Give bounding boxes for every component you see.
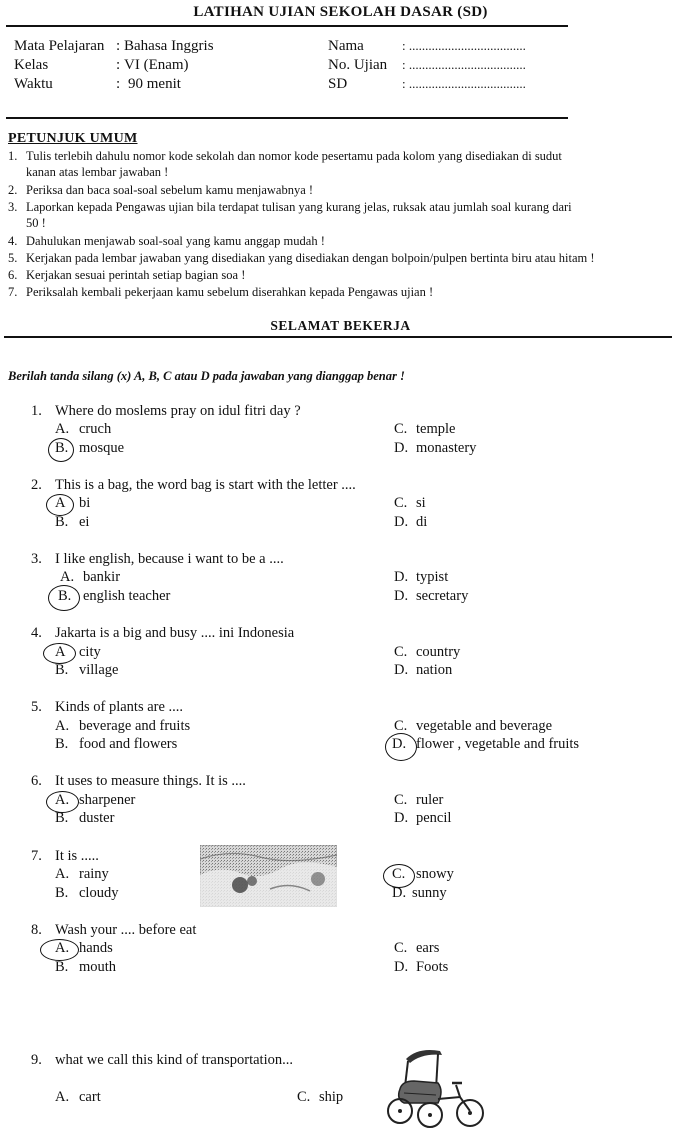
rule-4-text: Dahulukan menjawab soal-soal yang kamu anggap mudah !	[26, 234, 325, 248]
time-value: 90 menit	[128, 76, 181, 92]
q6-option-b-letter[interactable]: B.	[55, 810, 69, 826]
q4-option-d-letter[interactable]: D.	[394, 662, 409, 678]
q5-number: 5.	[31, 699, 42, 715]
rule-7-number: 7.	[8, 285, 18, 299]
rule-3-continuation: 50 !	[26, 216, 46, 230]
q4-answer-circle	[43, 643, 76, 664]
rule-2-number: 2.	[8, 183, 18, 197]
q7-option-b-text: cloudy	[79, 885, 119, 901]
q2-option-c-text: si	[416, 495, 426, 511]
q5-option-d-text: flower , vegetable and fruits	[416, 736, 580, 752]
q5-option-b-letter[interactable]: B.	[55, 736, 69, 752]
q1-option-d-letter[interactable]: D.	[394, 440, 409, 456]
q5-option-c-letter[interactable]: C.	[394, 718, 408, 734]
q8-option-d-text: Foots	[416, 959, 449, 975]
header-bottom-rule	[6, 117, 568, 119]
q7-option-d-text: sunny	[412, 885, 447, 901]
q4-option-d-text: nation	[416, 662, 453, 678]
q4-option-b-letter[interactable]: B.	[55, 662, 69, 678]
q4-option-a-letter[interactable]: A	[55, 644, 66, 660]
q9-option-c-letter[interactable]: C.	[297, 1089, 311, 1105]
q6-option-b-text: duster	[79, 810, 115, 826]
q3-option-d2-text: secretary	[416, 588, 469, 604]
q6-option-c-letter[interactable]: C.	[394, 792, 408, 808]
q3-option-d2-letter[interactable]: D.	[394, 588, 409, 604]
header-top-rule	[6, 25, 568, 27]
q7-option-c-letter[interactable]: C.	[392, 866, 406, 882]
q6-text: It uses to measure things. It is ....	[55, 773, 246, 789]
q1-option-c-letter[interactable]: C.	[394, 421, 408, 437]
q8-option-d-letter[interactable]: D.	[394, 959, 409, 975]
q9-option-c-text: ship	[319, 1089, 344, 1105]
q6-option-a-text: sharpener	[79, 792, 136, 808]
q6-option-d-letter[interactable]: D.	[394, 810, 409, 826]
q7-answer-circle	[383, 864, 415, 888]
q4-number: 4.	[31, 625, 42, 641]
q1-text: Where do moslems pray on idul fitri day ?	[55, 403, 301, 419]
instructions-bottom-rule	[4, 336, 672, 338]
q8-number: 8.	[31, 922, 42, 938]
q7-option-c-text: snowy	[416, 866, 454, 882]
q3-option-a-letter[interactable]: A.	[60, 569, 75, 585]
rule-7-text: Periksalah kembali pekerjaan kamu sebelum diserahkan kepada Pengawas ujian !	[26, 285, 434, 299]
answer-instruction: Berilah tanda silang (x) A, B, C atau D pada jawaban yang dianggap benar !	[8, 369, 405, 383]
q5-option-d-letter[interactable]: D.	[392, 736, 407, 752]
q1-number: 1.	[31, 403, 42, 419]
rule-6-text: Kerjakan sesuai perintah setiap bagian soa !	[26, 268, 246, 282]
q8-option-b-letter[interactable]: B.	[55, 959, 69, 975]
q8-text: Wash your .... before eat	[55, 922, 197, 938]
rule-2-text: Periksa dan baca soal-soal sebelum kamu menjawabnya !	[26, 183, 314, 197]
exam-number-blank: : ....................................	[402, 57, 526, 72]
q2-number: 2.	[31, 477, 42, 493]
q7-option-b-letter[interactable]: B.	[55, 885, 69, 901]
q4-option-a-text: city	[79, 644, 101, 660]
q7-option-a-letter[interactable]: A.	[55, 866, 70, 882]
q1-option-c-text: temple	[416, 421, 456, 437]
q3-option-b-text: english teacher	[83, 588, 171, 604]
rule-1-number: 1.	[8, 149, 18, 163]
q1-option-d-text: monastery	[416, 440, 477, 456]
q7-number: 7.	[31, 848, 42, 864]
q2-option-d-letter[interactable]: D.	[394, 514, 409, 530]
q7-option-d-letter[interactable]: D.	[392, 885, 407, 901]
q3-answer-circle	[48, 585, 80, 611]
rule-1-text: Tulis terlebih dahulu nomor kode sekolah dan nomor kode pesertamu pada kolom yang disediakan di sudut	[26, 149, 562, 163]
pedicab-image	[378, 1045, 486, 1129]
name-blank: : ....................................	[402, 38, 526, 53]
q1-answer-circle	[48, 438, 74, 462]
subject-value: Bahasa Inggris	[124, 38, 214, 54]
q5-answer-circle	[385, 733, 417, 761]
time-label: Waktu	[14, 76, 53, 92]
q6-option-c-text: ruler	[416, 792, 444, 808]
snowy-weather-image	[200, 845, 337, 907]
q2-text: This is a bag, the word bag is start with the letter ....	[55, 477, 356, 493]
q4-option-b-text: village	[79, 662, 119, 678]
q9-option-a-letter[interactable]: A.	[55, 1089, 70, 1105]
q3-text: I like english, because i want to be a ....	[55, 551, 284, 567]
q1-option-a-letter[interactable]: A.	[55, 421, 70, 437]
rule-3-text: Laporkan kepada Pengawas ujian bila terdapat tulisan yang kurang jelas, ruksak atau jumlah soal kurang dari	[26, 200, 572, 214]
q8-option-a-text: hands	[79, 940, 113, 956]
page-title: LATIHAN UJIAN SEKOLAH DASAR (SD)	[193, 4, 488, 20]
rule-6-number: 6.	[8, 268, 18, 282]
school-label: SD	[328, 76, 348, 92]
time-sep: :	[116, 76, 121, 92]
class-value: VI (Enam)	[124, 57, 189, 73]
q2-option-b-letter[interactable]: B.	[55, 514, 69, 530]
exam-number-label: No. Ujian	[328, 57, 388, 73]
q4-option-c-text: country	[416, 644, 461, 660]
q9-number: 9.	[31, 1052, 42, 1068]
q2-option-c-letter[interactable]: C.	[394, 495, 408, 511]
q4-option-c-letter[interactable]: C.	[394, 644, 408, 660]
q7-option-a-text: rainy	[79, 866, 109, 882]
q8-option-a-letter[interactable]: A.	[55, 940, 70, 956]
q9-text: what we call this kind of transportation...	[55, 1052, 293, 1068]
q4-text: Jakarta is a big and busy .... ini Indonesia	[55, 625, 295, 641]
q3-option-a-text: bankir	[83, 569, 121, 585]
q1-option-b-letter[interactable]: B.	[55, 440, 69, 456]
q5-option-c-text: vegetable and beverage	[416, 718, 553, 734]
q6-answer-circle	[46, 791, 79, 813]
q6-option-a-letter[interactable]: A.	[55, 792, 70, 808]
rule-1-continuation: kanan atas lembar jawaban !	[26, 165, 169, 179]
class-sep: :	[116, 57, 121, 73]
closing-text: SELAMAT BEKERJA	[270, 318, 411, 333]
subject-label: Mata Pelajaran	[14, 38, 105, 54]
q9-option-a-text: cart	[79, 1089, 101, 1105]
q2-answer-circle	[46, 494, 74, 516]
school-blank: : ....................................	[402, 76, 526, 91]
q8-option-c-text: ears	[416, 940, 440, 956]
q1-option-a-text: cruch	[79, 421, 112, 437]
subject-sep: :	[116, 38, 121, 54]
q5-option-a-letter[interactable]: A.	[55, 718, 70, 734]
name-label: Nama	[328, 38, 364, 54]
q3-option-b-letter[interactable]: B.	[58, 588, 72, 604]
rule-3-number: 3.	[8, 200, 18, 214]
q5-text: Kinds of plants are ....	[55, 699, 184, 715]
q6-option-d-text: pencil	[416, 810, 452, 826]
class-label: Kelas	[14, 57, 49, 73]
q5-option-b-text: food and flowers	[79, 736, 178, 752]
q8-answer-circle	[40, 939, 79, 961]
q3-option-d-letter[interactable]: D.	[394, 569, 409, 585]
rule-5-text: Kerjakan pada lembar jawaban yang disediakan yang disediakan dengan bolpoin/pulpen bertinta biru atau hitam !	[26, 251, 595, 265]
rule-4-number: 4.	[8, 234, 18, 248]
q7-text: It is .....	[55, 848, 99, 864]
q3-number: 3.	[31, 551, 42, 567]
q2-option-b-text: ei	[79, 514, 90, 530]
instructions-title: PETUNJUK UMUM	[8, 131, 138, 146]
q2-option-a-letter[interactable]: A	[55, 495, 66, 511]
q2-option-a-text: bi	[79, 495, 91, 511]
q3-option-d-text: typist	[416, 569, 449, 585]
q1-option-b-text: mosque	[79, 440, 125, 456]
q2-option-d-text: di	[416, 514, 428, 530]
q5-option-a-text: beverage and fruits	[79, 718, 191, 734]
rule-5-number: 5.	[8, 251, 18, 265]
q8-option-c-letter[interactable]: C.	[394, 940, 408, 956]
q6-number: 6.	[31, 773, 42, 789]
q8-option-b-text: mouth	[79, 959, 117, 975]
